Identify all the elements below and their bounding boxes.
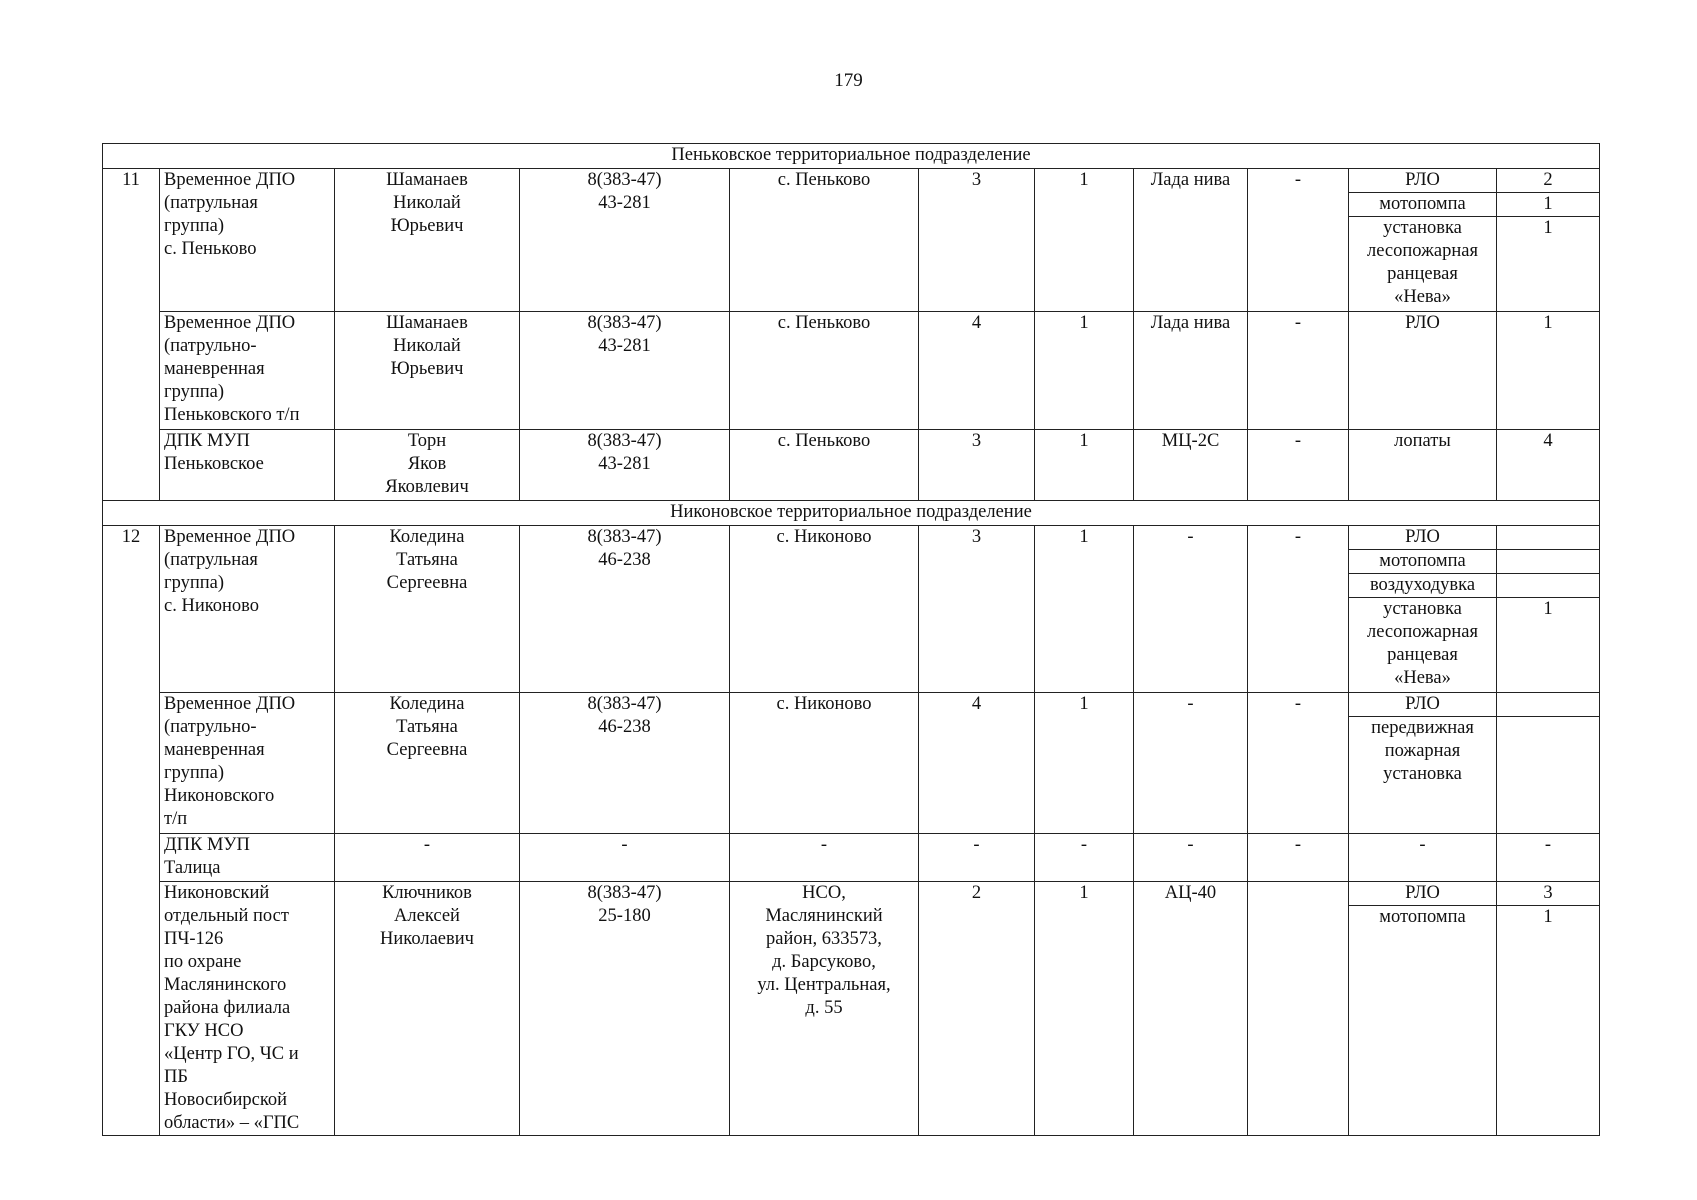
equipment-qty [1497, 550, 1600, 574]
equipment-name: установка лесопожарная ранцевая «Нева» [1349, 217, 1497, 312]
equipment-name: - [1349, 834, 1497, 882]
equipment-qty: 1 [1497, 217, 1600, 312]
personnel-count: - [919, 834, 1035, 882]
address: с. Никоново [730, 526, 919, 693]
section-header-row [103, 501, 1600, 526]
table-row [103, 430, 1600, 501]
unit-name: ДПК МУП Пеньковское [160, 430, 335, 501]
extra-equipment [1248, 882, 1349, 1136]
equipment-name: воздуходувка [1349, 574, 1497, 598]
equipment-name: мотопомпа [1349, 906, 1497, 1136]
table-row [103, 882, 1600, 906]
vehicle: Лада нива [1134, 169, 1248, 312]
table-row [103, 312, 1600, 430]
unit-count: 1 [1035, 526, 1134, 693]
personnel-count: 4 [919, 312, 1035, 430]
table-row [103, 169, 1600, 193]
equipment-name: передвижная пожарная установка [1349, 717, 1497, 834]
equipment-qty: 1 [1497, 312, 1600, 430]
head-name: Шаманаев Николай Юрьевич [335, 169, 520, 312]
unit-count: 1 [1035, 169, 1134, 312]
page-number: 179 [834, 70, 863, 91]
unit-name: Временное ДПО (патрульно- маневренная группа) Никоновского т/п [160, 693, 335, 834]
head-name: - [335, 834, 520, 882]
equipment-name: установка лесопожарная ранцевая «Нева» [1349, 598, 1497, 693]
table-row [103, 834, 1600, 882]
table-row [103, 693, 1600, 717]
section-title: Никоновское территориальное подразделение [103, 501, 1600, 526]
phone: 8(383-47) 43-281 [520, 312, 730, 430]
phone: 8(383-47) 46-238 [520, 693, 730, 834]
head-name: Коледина Татьяна Сергеевна [335, 526, 520, 693]
equipment-name: РЛО [1349, 312, 1497, 430]
extra-equipment: - [1248, 169, 1349, 312]
unit-name: Временное ДПО (патрульно- маневренная группа) Пеньковского т/п [160, 312, 335, 430]
phone: - [520, 834, 730, 882]
equipment-qty [1497, 574, 1600, 598]
equipment-name: РЛО [1349, 882, 1497, 906]
head-name: Коледина Татьяна Сергеевна [335, 693, 520, 834]
extra-equipment: - [1248, 693, 1349, 834]
row-number: 11 [103, 169, 160, 501]
section-header-row [103, 144, 1600, 169]
equipment-name: мотопомпа [1349, 550, 1497, 574]
address: с. Пеньково [730, 169, 919, 312]
equipment-qty [1497, 717, 1600, 834]
head-name: Торн Яков Яковлевич [335, 430, 520, 501]
personnel-count: 2 [919, 882, 1035, 1136]
head-name: Шаманаев Николай Юрьевич [335, 312, 520, 430]
phone: 8(383-47) 46-238 [520, 526, 730, 693]
personnel-count: 3 [919, 169, 1035, 312]
table-row [103, 526, 1600, 550]
vehicle: АЦ-40 [1134, 882, 1248, 1136]
row-number: 12 [103, 526, 160, 1136]
unit-count: 1 [1035, 312, 1134, 430]
head-name: Ключников Алексей Николаевич [335, 882, 520, 1136]
unit-count: 1 [1035, 693, 1134, 834]
vehicle: - [1134, 693, 1248, 834]
equipment-qty: 1 [1497, 193, 1600, 217]
personnel-count: 3 [919, 430, 1035, 501]
personnel-count: 3 [919, 526, 1035, 693]
address: с. Пеньково [730, 312, 919, 430]
vehicle: Лада нива [1134, 312, 1248, 430]
personnel-count: 4 [919, 693, 1035, 834]
unit-name: Временное ДПО (патрульная группа) с. Пеньково [160, 169, 335, 312]
unit-name: ДПК МУП Талица [160, 834, 335, 882]
equipment-name: лопаты [1349, 430, 1497, 501]
extra-equipment: - [1248, 526, 1349, 693]
extra-equipment: - [1248, 312, 1349, 430]
vehicle: - [1134, 834, 1248, 882]
equipment-name: РЛО [1349, 693, 1497, 717]
extra-equipment: - [1248, 430, 1349, 501]
address: с. Пеньково [730, 430, 919, 501]
equipment-qty: 4 [1497, 430, 1600, 501]
address: с. Никоново [730, 693, 919, 834]
equipment-qty: - [1497, 834, 1600, 882]
extra-equipment: - [1248, 834, 1349, 882]
fire-units-table [102, 143, 1600, 1136]
unit-name: Никоновский отдельный пост ПЧ-126 по охране Маслянинского района филиала ГКУ НСО «Центр ГО, ЧС и ПБ Новосибирской области» – «ГПС [160, 882, 335, 1136]
unit-count: 1 [1035, 430, 1134, 501]
unit-count: - [1035, 834, 1134, 882]
equipment-qty: 2 [1497, 169, 1600, 193]
phone: 8(383-47) 43-281 [520, 169, 730, 312]
phone: 8(383-47) 25-180 [520, 882, 730, 1136]
address: - [730, 834, 919, 882]
address: НСО, Маслянинский район, 633573, д. Барсуково, ул. Центральная, д. 55 [730, 882, 919, 1136]
equipment-qty [1497, 693, 1600, 717]
equipment-qty: 1 [1497, 906, 1600, 1136]
vehicle: МЦ-2С [1134, 430, 1248, 501]
vehicle: - [1134, 526, 1248, 693]
equipment-qty: 3 [1497, 882, 1600, 906]
phone: 8(383-47) 43-281 [520, 430, 730, 501]
equipment-qty [1497, 526, 1600, 550]
equipment-name: РЛО [1349, 526, 1497, 550]
section-title: Пеньковское территориальное подразделение [103, 144, 1600, 169]
equipment-name: РЛО [1349, 169, 1497, 193]
equipment-qty: 1 [1497, 598, 1600, 693]
unit-name: Временное ДПО (патрульная группа) с. Никоново [160, 526, 335, 693]
equipment-name: мотопомпа [1349, 193, 1497, 217]
unit-count: 1 [1035, 882, 1134, 1136]
